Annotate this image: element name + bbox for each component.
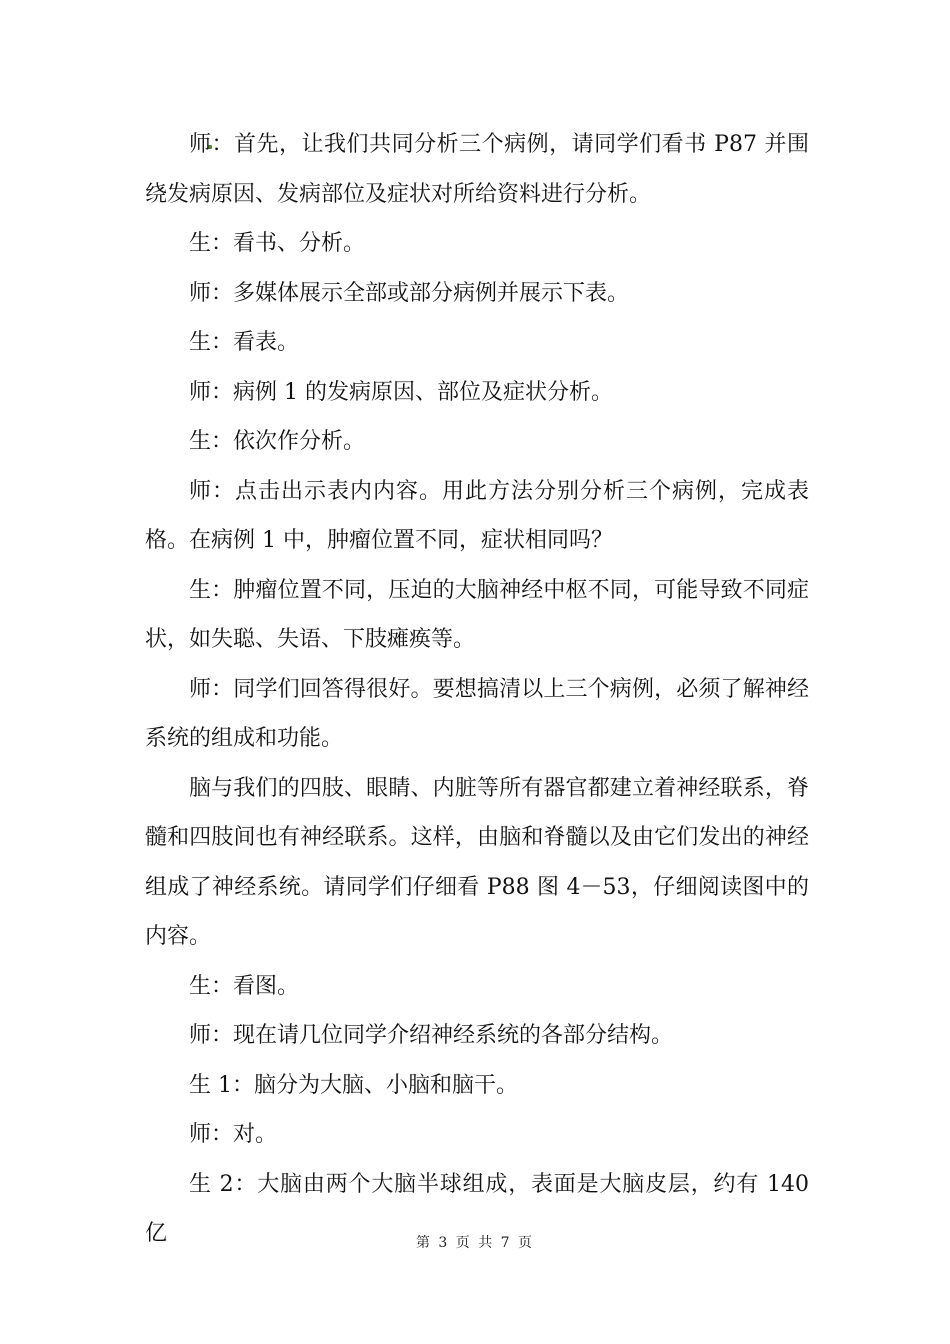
paragraph: 师：对。 [189,1122,278,1147]
paragraph: 师：同学们回答得很好。要想搞清以上三个病例，必须了解神经系统的组成和功能。 [145,676,809,751]
paragraph: 师：点击出示表内内容。用此方法分别分析三个病例，完成表格。在病例 1 中，肿瘤位置不同，症状相同吗？ [145,478,809,553]
paragraph: 生：依次作分析。 [189,429,366,454]
paragraph: 生：看表。 [189,330,300,355]
paragraph: 师：多媒体展示全部或部分病例并展示下表。 [189,280,630,306]
page-footer: 第 3 页 共 7 页 [415,1235,535,1251]
paragraph: 生 1：脑分为大脑、小脑和脑干。 [189,1072,518,1098]
document-body [145,120,809,1259]
paragraph: 师：现在请几位同学介绍神经系统的各部分结构。 [189,1023,674,1048]
paragraph: 生：看图。 [189,973,300,999]
paragraph: 师：病例 1 的发病原因、部位及症状分析。 [189,379,613,405]
paragraph: 生：肿瘤位置不同，压迫的大脑神经中枢不同，可能导致不同症状，如失聪、失语、下肢瘫痪等。 [145,577,809,652]
paragraph: 师：首先，让我们共同分析三个病例，请同学们看书 P87 并围绕发病原因、发病部位及症状对所给资料进行分析。 [145,132,809,207]
paragraph: 脑与我们的四肢、眼睛、内脏等所有器官都建立着神经联系，脊髓和四肢间也有神经联系。这样，由脑和脊髓以及由它们发出的神经组成了神经系统。请同学们仔细看 P88 图 4－53，仔细阅读图中的内容。 [145,775,809,949]
paragraph: 生 2：大脑由两个大脑半球组成，表面是大脑皮层，约有 140 亿 [145,1171,809,1246]
paragraph: 生：看书、分析。 [189,231,366,256]
